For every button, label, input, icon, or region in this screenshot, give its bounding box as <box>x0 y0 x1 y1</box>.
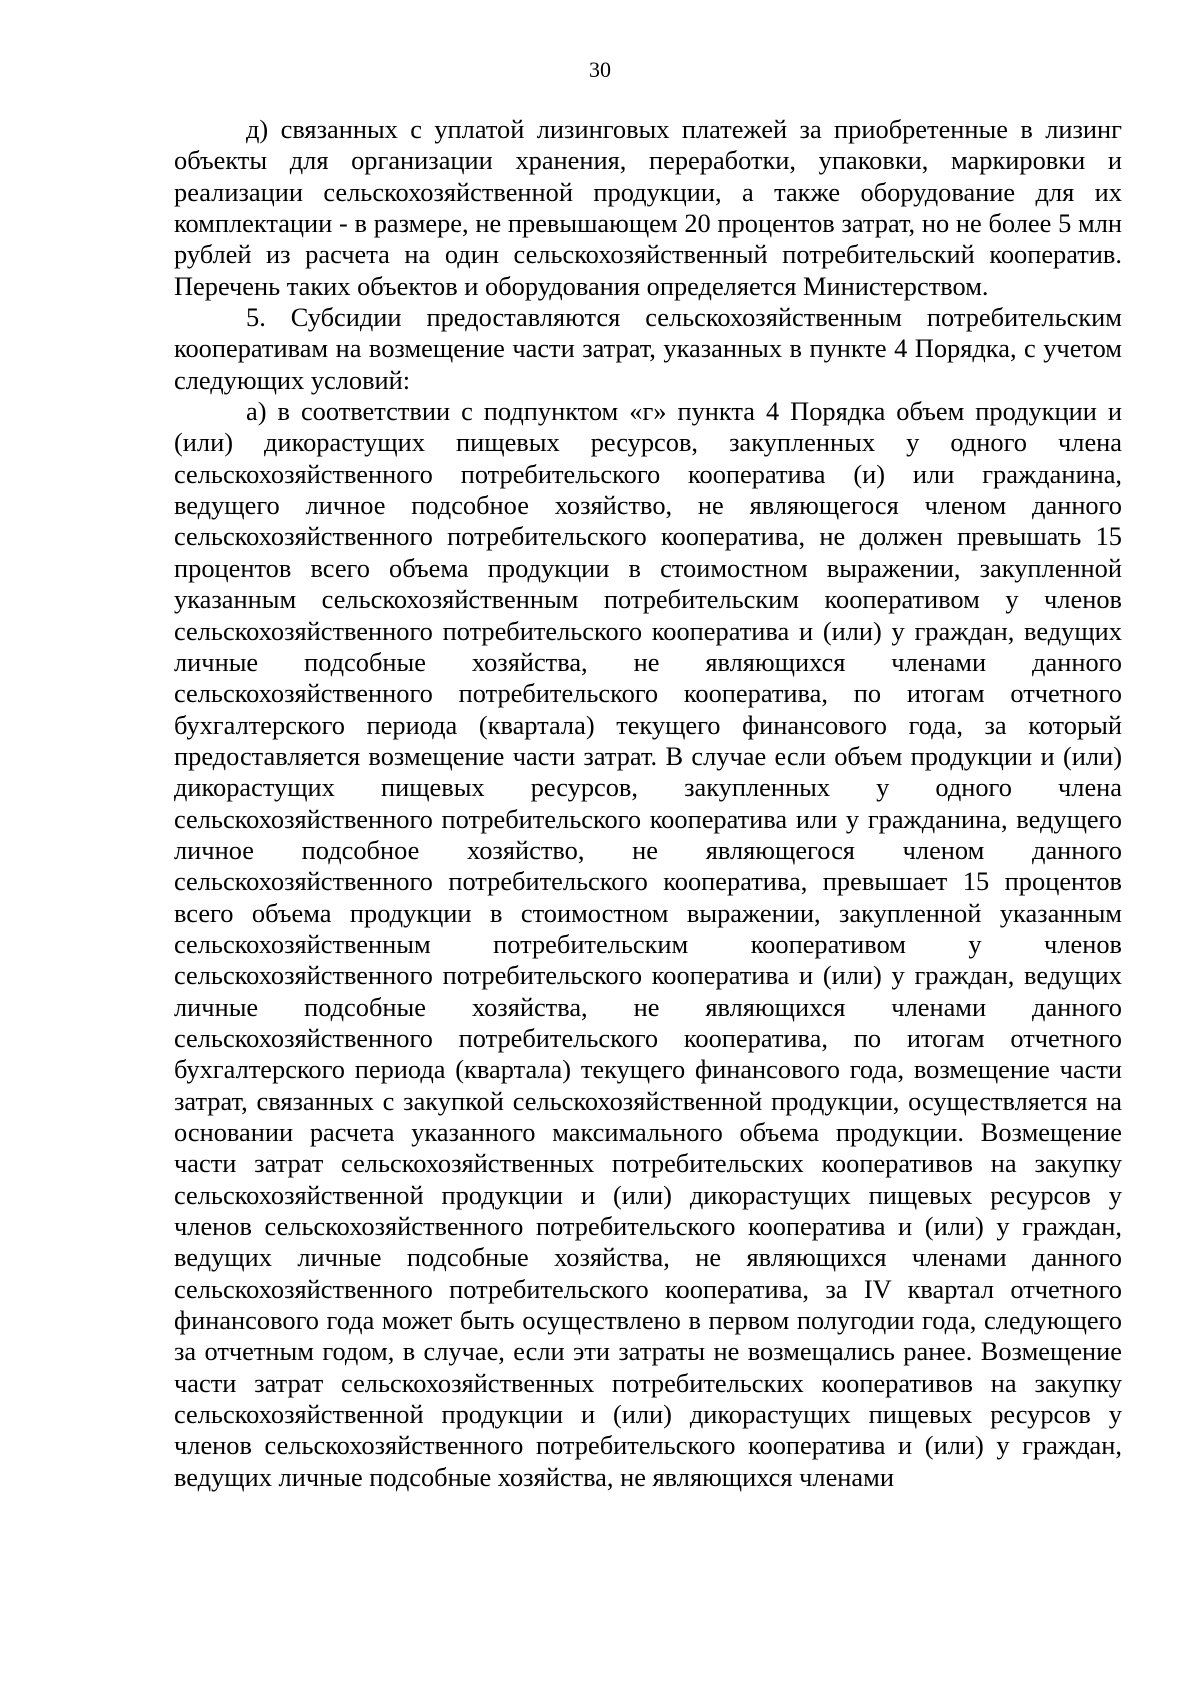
paragraph-item-a-purchase-limit: а) в соответствии с подпунктом «г» пункта 4 Порядка объем продукции и (или) дикорастущих пищевых ресурсов, закупленных у одного члена сельскохозяйственного потребительского кооператива (и) или гражданина, ведущего личное подсобное хозяйство, не являющегося членом данного сельскохозяйственного потребительского кооператива, не должен превышать 15 процентов всего объема продукции в стоимостном выражении, закупленной указанным сельскохозяйственным потребительским кооперативом у членов сельскохозяйственного потребительского кооператива и (или) у граждан, ведущих личные подсобные хозяйства, не являющихся членами данного сельскохозяйственного потребительского кооператива, по итогам отчетного бухгалтерского периода (квартала) текущего финансового года, за который предоставляется возмещение части затрат. В случае если объем продукции и (или) дикорастущих пищевых ресурсов, закупленных у одного члена сельскохозяйственного потребительского кооператива или у гражданина, ведущего личное подсобное хозяйство, не являющегося членом данного сельскохозяйственного потребительского кооператива, превышает 15 процентов всего объема продукции в стоимостном выражении, закупленной указанным сельскохозяйственным потребительским кооперативом у членов сельскохозяйственного потребительского кооператива и (или) у граждан, ведущих личные подсобные хозяйства, не являющихся членами данного сельскохозяйственного потребительского кооператива, по итогам отчетного бухгалтерского периода (квартала) текущего финансового года, возмещение части затрат, связанных с закупкой сельскохозяйственной продукции, осуществляется на основании расчета указанного максимального объема продукции. Возмещение части затрат сельскохозяйственных потребительских кооперативов на закупку сельскохозяйственной продукции и (или) дикорастущих пищевых ресурсов у членов сельскохозяйственного потребительского кооператива и (или) у граждан, ведущих личные подсобные хозяйства, не являющихся членами данного сельскохозяйственного потребительского кооператива, за IV квартал отчетного финансового года может быть осуществлено в первом полугодии года, следующего за отчетным годом, в случае, если эти затраты не возмещались ранее. Возмещение части затрат сельскохозяйственных потребительских кооперативов на закупку сельскохозяйственной продукции и (или) дикорастущих пищевых ресурсов у членов сельскохозяйственного потребительского кооператива и (или) у граждан, ведущих личные подсобные хозяйства, не являющихся членами <box>174 396 1122 1492</box>
page-number: 30 <box>589 57 611 82</box>
paragraph-item-d-leasing: д) связанных с уплатой лизинговых платежей за приобретенные в лизинг объекты для организации хранения, переработки, упаковки, маркировки и реализации сельскохозяйственной продукции, а также оборудование для их комплектации - в размере, не превышающем 20 процентов затрат, но не более 5 млн рублей из расчета на один сельскохозяйственный потребительский кооператив. Перечень таких объектов и оборудования определяется Министерством. <box>174 114 1122 301</box>
document-body <box>174 114 1122 1493</box>
paragraph-5-subsidies-conditions: 5. Субсидии предоставляются сельскохозяйственным потребительским кооперативам на возмещение части затрат, указанных в пункте 4 Порядка, с учетом следующих условий: <box>174 302 1122 395</box>
